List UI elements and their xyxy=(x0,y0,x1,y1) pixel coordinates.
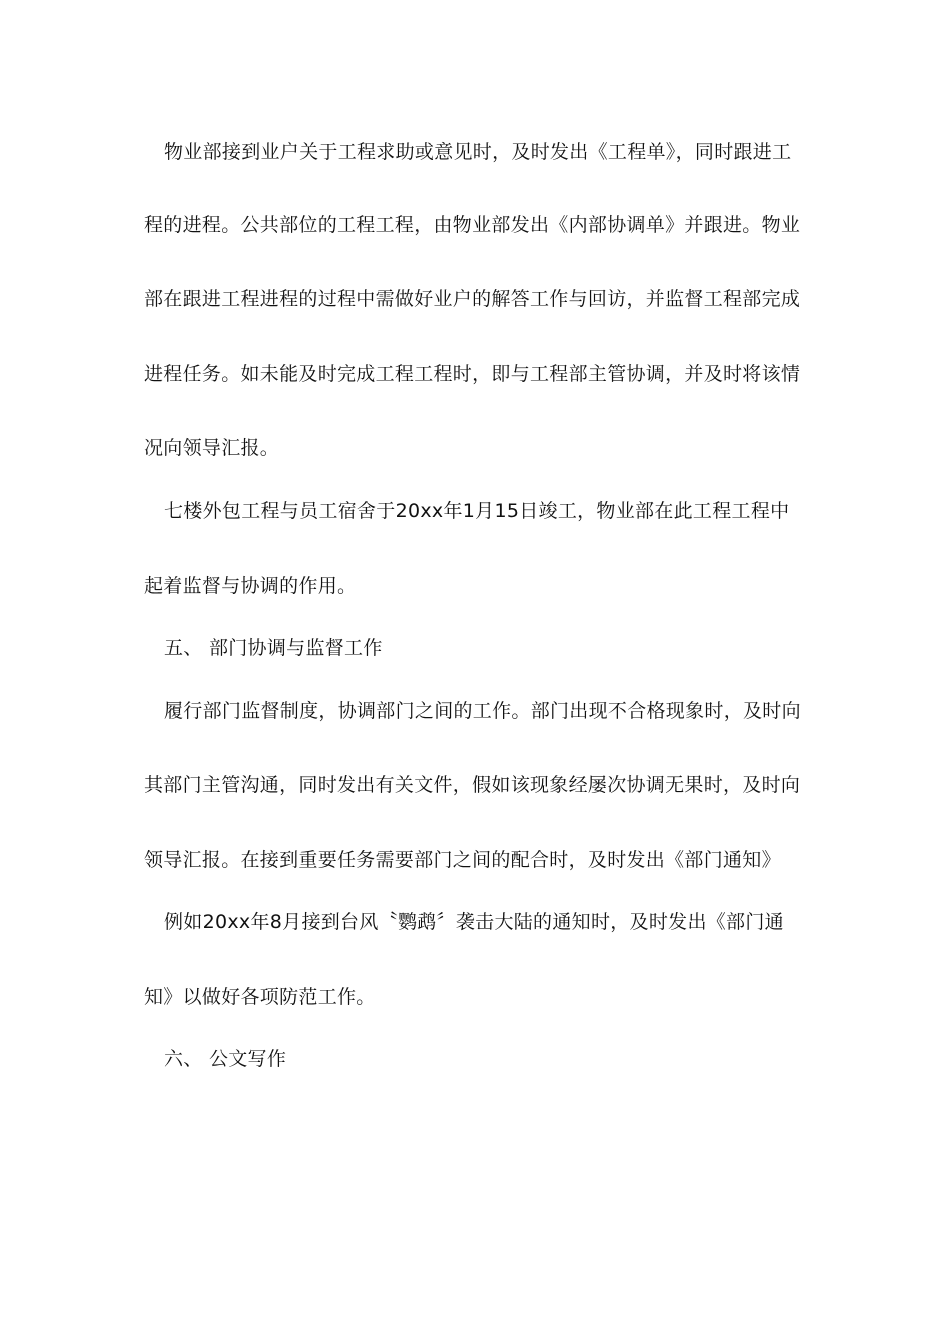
paragraph-line: 其部门主管沟通，同时发出有关文件，假如该现象经屡次协调无果时，及时向 xyxy=(144,774,801,796)
paragraph-line: 物业部接到业户关于工程求助或意见时，及时发出《工程单》，同时跟进工 xyxy=(164,141,792,163)
paragraph-line: 例如20xx年8月接到台风〝鹦鹉〞袭击大陆的通知时，及时发出《部门通 xyxy=(164,911,784,933)
paragraph-line: 部在跟进工程进程的过程中需做好业户的解答工作与回访，并监督工程部完成 xyxy=(144,288,801,310)
paragraph-line: 知》以做好各项防范工作。 xyxy=(144,986,376,1008)
section-heading: 六、 公文写作 xyxy=(164,1048,287,1070)
paragraph-line: 起着监督与协调的作用。 xyxy=(144,575,357,597)
section-heading: 五、 部门协调与监督工作 xyxy=(164,637,383,659)
paragraph-line: 领导汇报。在接到重要任务需要部门之间的配合时，及时发出《部门通知》 xyxy=(144,849,781,871)
paragraph-line: 履行部门监督制度，协调部门之间的工作。部门出现不合格现象时，及时向 xyxy=(164,700,801,722)
paragraph-line: 程的进程。公共部位的工程工程，由物业部发出《内部协调单》并跟进。物业 xyxy=(144,214,801,236)
paragraph-line: 况向领导汇报。 xyxy=(144,437,280,459)
paragraph-line: 七楼外包工程与员工宿舍于20xx年1月15日竣工，物业部在此工程工程中 xyxy=(164,500,790,522)
paragraph-line: 进程任务。如未能及时完成工程工程时，即与工程部主管协调，并及时将该情 xyxy=(144,363,801,385)
